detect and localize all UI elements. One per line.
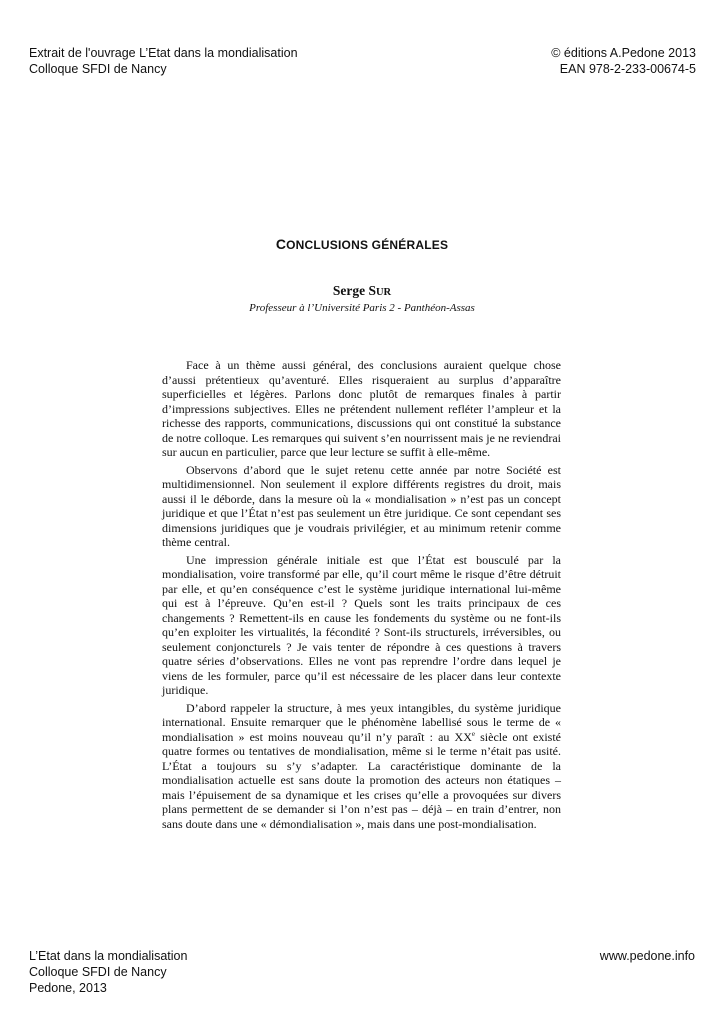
paragraph-3: Une impression générale initiale est que l’État est bousculé par la mondialisation, voire transformé par elle, qu’il court même le risque d’être détruit par elle, et qu’en conséquence c’est le système juridique international lui-même qui est à l’épreuve. Qu’en est-il ? Quels sont les traits principaux de ces changements ? Remettent-ils en cause les fondements du système ou ne font-ils qu’en exploiter les virtualités, la fécondité ? Sont-ils structurels, irréversibles, ou seulement conjoncturels ? Je vais tenter de répondre à ces questions à travers quatre séries d’observations. Elles ne vont pas reprendre l’ordre dans lequel je viens de les formuler, parce qu’il est nécessaire de les placer dans leur contexte juridique.: [162, 552, 561, 697]
footer-colloquium: Colloque SFDI de Nancy: [29, 965, 167, 979]
chapter-title: [0, 236, 724, 252]
header-left: [29, 45, 298, 77]
header-right: [551, 45, 696, 77]
author-name: [0, 283, 724, 299]
paragraph-1: Face à un thème aussi général, des conclusions auraient quelque chose d’aussi prétentieux qu’aventuré. Elles risqueraient au surplus d’apparaître superficielles et légères. Parlons donc plutôt de remarques finales à partir d’impressions subjectives. Elles ne prétendent nullement refléter l’ampleur et la richesse des rapports, communications, discussions qui ont constitué la substance de notre colloque. Les remarques qui suivent s’en nourrissent mais je ne reviendrai sur aucun en particulier, parce que leur lecture se suffit à elle-même.: [162, 358, 561, 459]
author-last-name-rest: UR: [375, 287, 392, 298]
paragraph-4: [162, 701, 561, 832]
header-copyright: © éditions A.Pedone 2013: [551, 46, 696, 60]
footer-left: [29, 948, 187, 996]
chapter-title-initial: C: [275, 236, 287, 252]
chapter-title-rest: ONCLUSIONS GÉNÉRALES: [286, 238, 449, 252]
header-colloquium: Colloque SFDI de Nancy: [29, 62, 167, 76]
body-text: [162, 358, 561, 834]
paragraph-4-start: D’abord rappeler la structure, à mes yeux intangibles, du système juridique international. Ensuite remarquer que le phénomène labellisé sous le terme de « mondialisation » est moins nouveau qu’il n’y paraît : au XX: [162, 700, 561, 744]
footer-right: [600, 948, 695, 964]
footer-book-title: L’Etat dans la mondialisation: [29, 949, 188, 963]
header-ean: EAN 978-2-233-00674-5: [559, 62, 696, 76]
paragraph-4-end: siècle ont existé quatre formes ou tentatives de mondialisation, même si le terme n’était pas usité. L’État a toujours su s’y s’adapter. La caractéristique dominante de la mondialisation actuelle est sans doute la promotion des acteurs non étatiques – mais l’épuisement de sa dynamique et les crises qu’elle a provoquées sur divers plans permettent de se demander si l’on n’est pas – déjà – en train d’entrer, non sans doute dans une « démondialisation », mais dans une post-mondialisation.: [162, 729, 561, 831]
century-superscript: e: [471, 729, 475, 738]
footer-publisher-year: Pedone, 2013: [29, 981, 107, 995]
author-first-name: Serge S: [332, 283, 376, 298]
author-affiliation: Professeur à l’Université Paris 2 - Panthéon-Assas: [249, 302, 475, 314]
header-book-title: Extrait de l'ouvrage L’Etat dans la mondialisation: [29, 46, 298, 60]
publisher-website-link[interactable]: www.pedone.info: [599, 949, 695, 963]
paragraph-2: Observons d’abord que le sujet retenu cette année par notre Société est multidimensionnel. Non seulement il explore différents registres du droit, mais aussi il le déborde, dans la mesure où la « mondialisation » n’est pas un concept juridique et que l’État n’est pas seulement un être juridique. Ce sont cependant ses dimensions juridiques que je voudrais privilégier, et au minimum retenir comme thème central.: [162, 462, 561, 549]
